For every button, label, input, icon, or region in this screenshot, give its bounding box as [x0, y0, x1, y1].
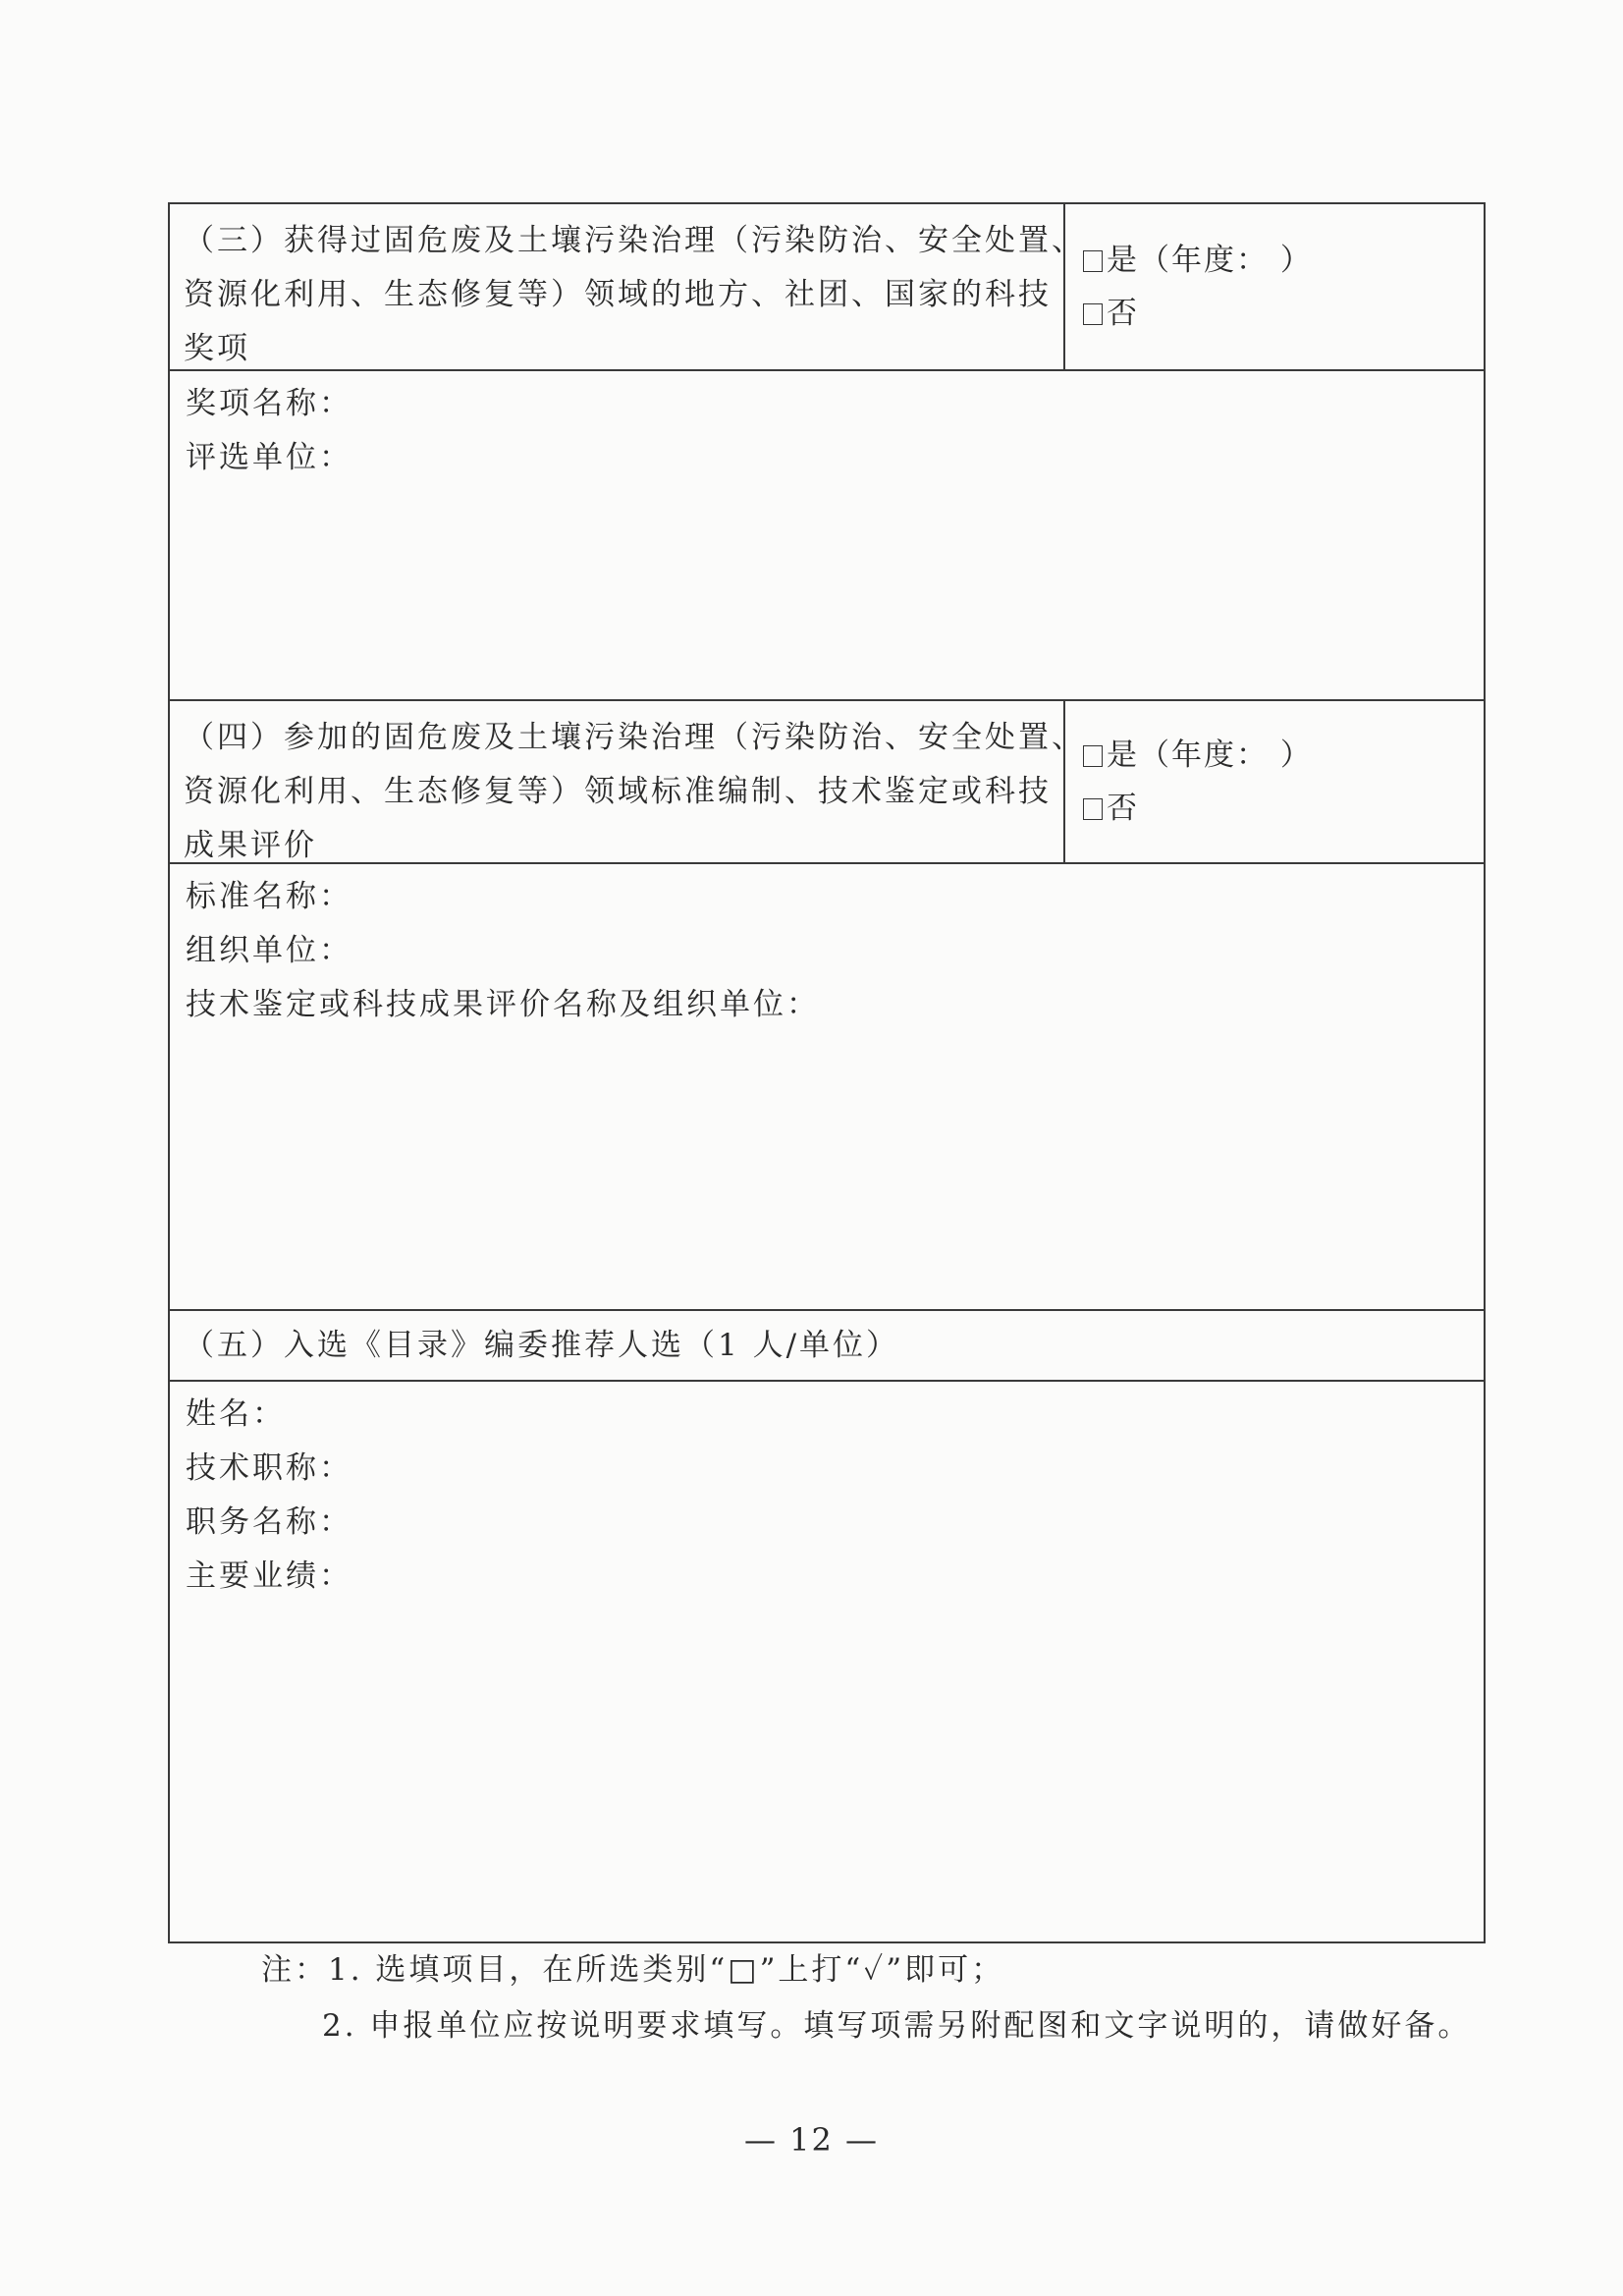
section4-options: [1065, 701, 1484, 862]
section3-question-line-1: （三）获得过固危废及土壤污染治理（污染防治、安全处置、: [184, 223, 1085, 258]
checkbox-icon[interactable]: [1083, 745, 1103, 767]
section3-option-yes-label: 是（年度： ）: [1107, 243, 1313, 278]
checkbox-icon[interactable]: [1083, 250, 1103, 272]
name-field: 姓名：: [186, 1396, 286, 1432]
technical-title-field: 技术职称：: [186, 1450, 352, 1486]
checkbox-icon[interactable]: [1083, 798, 1103, 820]
page-number: — 12 —: [743, 2121, 880, 2159]
appraisal-field: 技术鉴定或科技成果评价名称及组织单位：: [186, 987, 820, 1022]
section4-option-no[interactable]: [1083, 782, 1484, 835]
notes: [261, 1942, 1471, 2054]
section3-options: [1065, 204, 1484, 369]
section5-title-row: [170, 1311, 1484, 1382]
section4-option-no-label: 否: [1107, 791, 1139, 826]
application-form-table: [168, 202, 1486, 1943]
section5-fill-area[interactable]: [170, 1382, 1484, 1941]
section3-question-row: [170, 204, 1484, 371]
section3-question-line-3: 奖项: [184, 331, 250, 366]
section3-fill-area[interactable]: [170, 371, 1484, 701]
note-line-1: 注：1. 选填项目，在所选类别“□”上打“✓”即可；: [261, 1952, 1005, 1988]
section5-title: （五）入选《目录》编委推荐人选（1 人/单位）: [184, 1328, 900, 1363]
section4-question-row: [170, 701, 1484, 864]
standard-name-field: 标准名称：: [186, 879, 352, 914]
section4-fill-area[interactable]: [170, 864, 1484, 1311]
section4-option-yes[interactable]: [1083, 729, 1484, 782]
section4-question-line-3: 成果评价: [184, 828, 317, 863]
achievements-field: 主要业绩：: [186, 1558, 352, 1594]
award-unit-field: 评选单位：: [186, 440, 352, 475]
section4-question-line-2: 资源化利用、生态修复等）领域标准编制、技术鉴定或科技: [184, 774, 1052, 809]
section3-option-no[interactable]: [1083, 287, 1484, 340]
award-name-field: 奖项名称：: [186, 386, 352, 421]
section3-option-yes[interactable]: [1083, 234, 1484, 287]
section3-question: [170, 204, 1085, 369]
section3-question-line-2: 资源化利用、生态修复等）领域的地方、社团、国家的科技: [184, 277, 1052, 312]
section4-question-line-1: （四）参加的固危废及土壤污染治理（污染防治、安全处置、: [184, 720, 1085, 755]
note-line-2: 2. 申报单位应按说明要求填写。填写项需另附配图和文字说明的，请做好备。: [322, 2008, 1472, 2044]
section4-option-yes-label: 是（年度： ）: [1107, 738, 1313, 773]
organizer-field: 组织单位：: [186, 933, 352, 968]
section4-question: [170, 701, 1085, 863]
position-field: 职务名称：: [186, 1504, 352, 1540]
section3-option-no-label: 否: [1107, 296, 1139, 331]
checkbox-icon[interactable]: [1083, 303, 1103, 325]
